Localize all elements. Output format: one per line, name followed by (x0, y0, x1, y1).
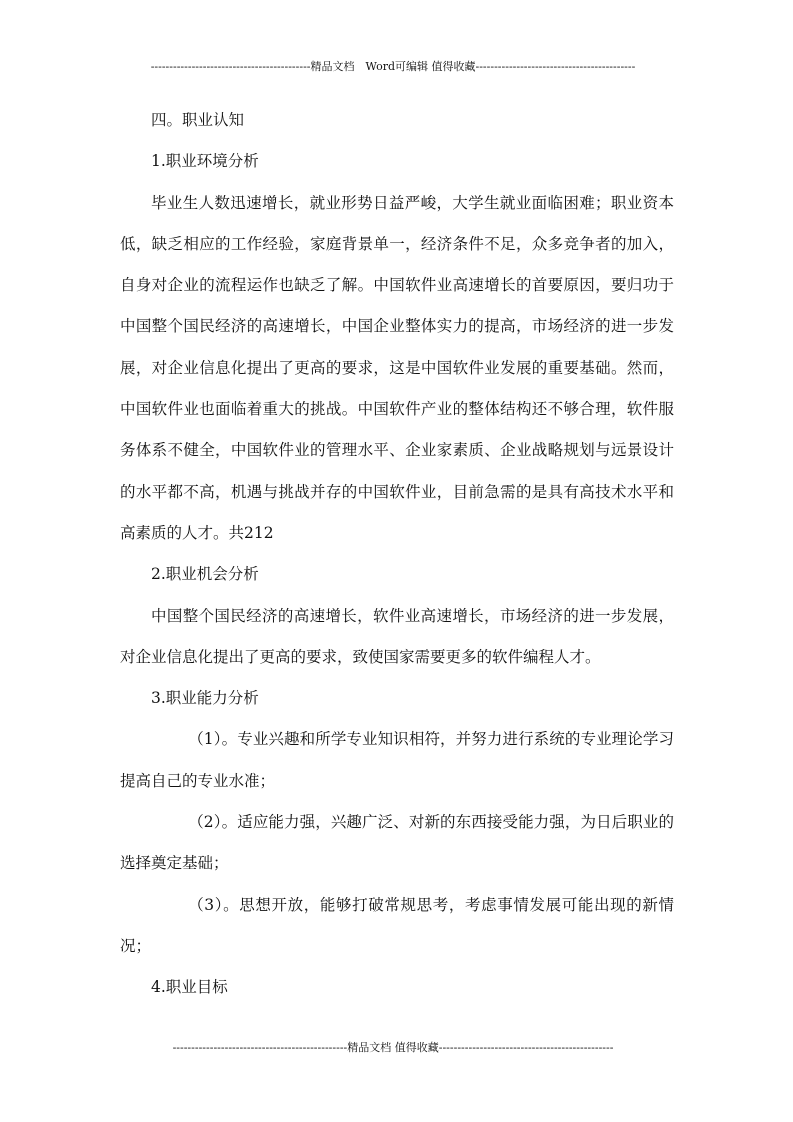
ability-item-2: （2）。适应能力强，兴趣广泛、对新的东西接受能力强，为日后职业的选择奠定基础； (120, 813, 674, 873)
ability-item-1: （1）。专业兴趣和所学专业知识相符，并努力进行系统的专业理论学习提高自己的专业水准； (120, 730, 674, 790)
section-heading-career-cognition: 四。职业认知 (151, 111, 245, 129)
document-body (120, 100, 674, 1009)
ability-item-3: （3）。思想开放，能够打破常规思考，考虑事情发展可能出现的新情况； (120, 895, 674, 955)
page-footer: -----------------------------------------------精品文档 值得收藏----------------------------------------------- (172, 1041, 614, 1054)
page-header: -------------------------------------------精品文档 Word可编辑 值得收藏------------------------------------------- (150, 60, 636, 73)
subheading-career-goal: 4.职业目标 (151, 978, 228, 997)
paragraph-career-environment: 毕业生人数迅速增长，就业形势日益严峻，大学生就业面临困难；职业资本低，缺乏相应的工作经验，家庭背景单一，经济条件不足，众多竞争者的加入，自身对企业的流程运作也缺乏了解。中国软件业高速增长的首要原因，要归功于中国整个国民经济的高速增长，中国企业整体实力的提高，市场经济的进一步发展，对企业信息化提出了更高的要求，这是中国软件业发展的重要基础。然而，中国软件业也面临着重大的挑战。中国软件产业的整体结构还不够合理，软件服务体系不健全，中国软件业的管理水平、企业家素质、企业战略规划与远景设计的水平都不高，机遇与挑战并存的中国软件业，目前急需的是具有高技术水平和高素质的人才。共212 (120, 193, 674, 542)
paragraph-career-opportunity: 中国整个国民经济的高速增长，软件业高速增长，市场经济的进一步发展，对企业信息化提出了更高的要求，致使国家需要更多的软件编程人才。 (120, 606, 674, 666)
subheading-career-opportunity: 2.职业机会分析 (151, 565, 259, 584)
subheading-career-ability: 3.职业能力分析 (151, 689, 259, 708)
subheading-career-environment: 1.职业环境分析 (151, 152, 259, 171)
